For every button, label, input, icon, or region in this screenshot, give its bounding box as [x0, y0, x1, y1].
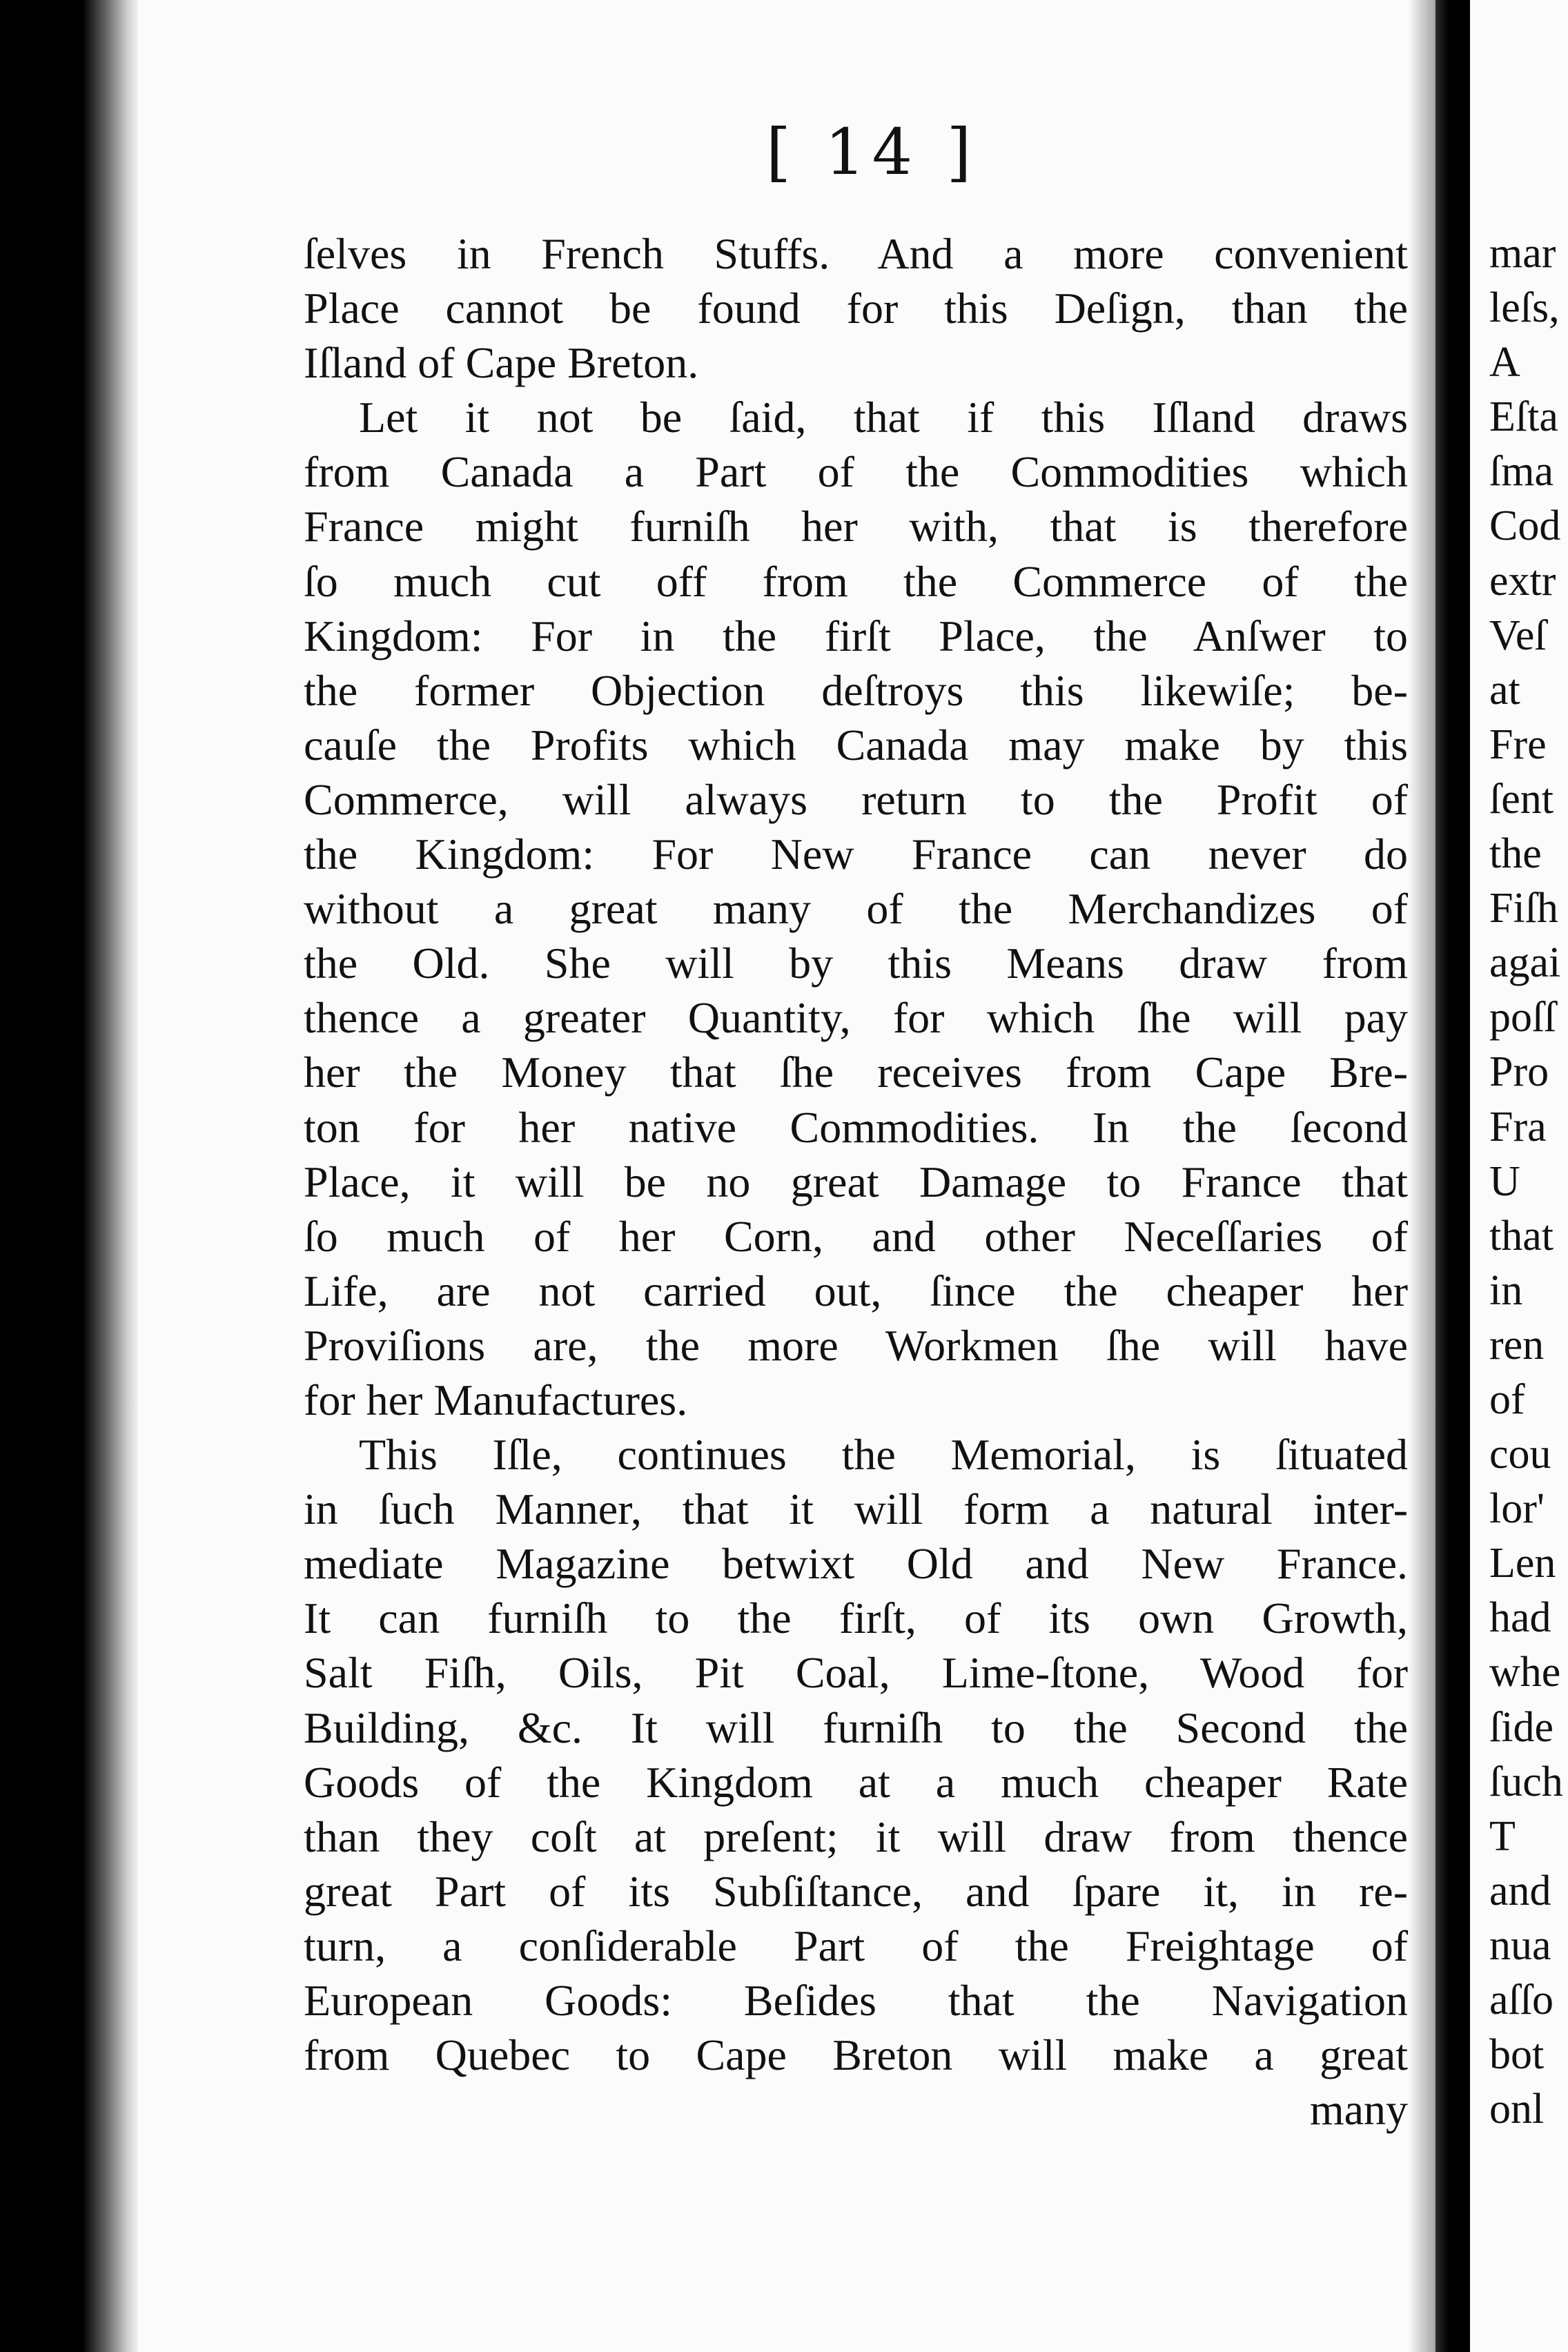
text-line: European Goods: Beſides that the Navigation	[304, 1976, 1408, 2025]
text-line: Let it not be ſaid, that if this Iſland draws	[359, 393, 1408, 442]
text-line: than they coſt at preſent; it will draw from thence	[304, 1812, 1408, 1861]
text-line: thence a greater Quantity, for which ſhe will pay	[304, 993, 1408, 1043]
facing-page-line: lor'	[1489, 1485, 1545, 1533]
text-line: many	[1309, 2085, 1408, 2135]
text-line: from Canada a Part of the Commodities which	[304, 447, 1408, 497]
text-line: great Part of its Subſiſtance, and ſpare it, in re-	[304, 1866, 1408, 1916]
facing-page-line: extr	[1489, 557, 1556, 605]
text-line: Building, &c. It will furniſh to the Second the	[304, 1703, 1408, 1752]
facing-page-line: leſs,	[1489, 284, 1560, 332]
facing-page-line: Fre	[1489, 721, 1547, 768]
body-text	[304, 226, 1408, 2137]
text-line: Commerce, will always return to the Profit of	[304, 774, 1408, 824]
text-line: Proviſions are, the more Workmen ſhe will have	[304, 1320, 1408, 1370]
text-line: ton for her native Commodities. In the ſecond	[304, 1102, 1408, 1152]
page-fold-shadow	[1408, 0, 1435, 2352]
facing-page-line: nua	[1489, 1921, 1551, 1969]
text-line: the former Objection deſtroys this likewiſe; be-	[304, 665, 1408, 715]
text-line: in ſuch Manner, that it will form a natural inter-	[304, 1484, 1408, 1534]
facing-page-line: had	[1489, 1594, 1551, 1642]
facing-page-line: Veſ	[1489, 611, 1547, 659]
text-line: It can furniſh to the firſt, of its own Growth,	[304, 1594, 1408, 1643]
facing-page-line: Eſta	[1489, 393, 1558, 441]
facing-page-line: ſma	[1489, 448, 1554, 496]
text-line: cauſe the Profits which Canada may make by this	[304, 720, 1408, 770]
text-line: her the Money that ſhe receives from Cape Bre-	[304, 1048, 1408, 1097]
facing-page-line: Pro	[1489, 1048, 1549, 1096]
facing-page-line: ſent	[1489, 775, 1554, 823]
facing-page-line: Fra	[1489, 1103, 1547, 1150]
facing-page-line: A	[1489, 339, 1520, 386]
text-line: mediate Magazine betwixt Old and New France.	[304, 1539, 1408, 1589]
facing-page-line: poſſ	[1489, 994, 1556, 1041]
text-line: without a great many of the Merchandizes of	[304, 884, 1408, 934]
page-number: [ 14 ]	[766, 115, 979, 189]
text-line: Kingdom: For in the firſt Place, the Anſwer to	[304, 611, 1408, 660]
binding-gutter-middle	[1435, 0, 1470, 2352]
text-line: for her Manufactures.	[304, 1375, 688, 1424]
facing-page-line: the	[1489, 830, 1542, 878]
text-line: Life, are not carried out, ſince the cheaper her	[304, 1266, 1408, 1315]
text-line: Place, it will be no great Damage to France that	[304, 1157, 1408, 1206]
text-line: This Iſle, continues the Memorial, is ſituated	[359, 1430, 1408, 1480]
facing-page-line: Len	[1489, 1540, 1556, 1587]
text-line: Salt Fiſh, Oils, Pit Coal, Lime-ſtone, Wood for	[304, 1648, 1408, 1698]
text-line: Iſland of Cape Breton.	[304, 338, 699, 388]
facing-page-line: in	[1489, 1266, 1523, 1314]
text-line: Place cannot be found for this Deſign, than the	[304, 284, 1408, 333]
facing-page-fragment	[1470, 0, 1568, 2352]
text-line: ſo much cut off from the Commerce of the	[304, 556, 1408, 606]
binding-gutter-left	[0, 0, 138, 2352]
text-line: ſo much of her Corn, and other Neceſſaries of	[304, 1211, 1408, 1261]
facing-page-line: at	[1489, 666, 1520, 714]
facing-page-line: cou	[1489, 1431, 1551, 1478]
facing-page-text	[1489, 226, 1568, 2137]
facing-page-line: of	[1489, 1375, 1525, 1423]
text-line: the Kingdom: For New France can never do	[304, 830, 1408, 879]
text-line: France might furniſh her with, that is therefore	[304, 502, 1408, 551]
facing-page-line: aſſo	[1489, 1977, 1554, 2023]
text-line: from Quebec to Cape Breton will make a great	[304, 2030, 1408, 2080]
facing-page-line: and	[1489, 1867, 1551, 1914]
text-line: turn, a conſiderable Part of the Freightage of	[304, 1921, 1408, 1970]
facing-page-line: agai	[1489, 939, 1561, 987]
text-line: ſelves in French Stuffs. And a more convenient	[304, 229, 1408, 278]
text-line: Goods of the Kingdom at a much cheaper Rate	[304, 1757, 1408, 1807]
facing-page-line: ſuch	[1489, 1758, 1563, 1805]
facing-page-line: Fiſh	[1489, 885, 1558, 932]
text-line: the Old. She will by this Means draw from	[304, 939, 1408, 988]
facing-page-line: whe	[1489, 1649, 1561, 1696]
facing-page-line: mar	[1489, 230, 1556, 277]
facing-page-line: U	[1489, 1157, 1520, 1205]
facing-page-line: that	[1489, 1212, 1554, 1260]
facing-page-line: bot	[1489, 2031, 1545, 2079]
facing-page-line: ſide	[1489, 1703, 1554, 1751]
facing-page-line: onl	[1489, 2086, 1545, 2133]
facing-page-line: T	[1489, 1812, 1516, 1860]
facing-page-line: ren	[1489, 1321, 1545, 1369]
facing-page-line: Cod	[1489, 502, 1561, 550]
